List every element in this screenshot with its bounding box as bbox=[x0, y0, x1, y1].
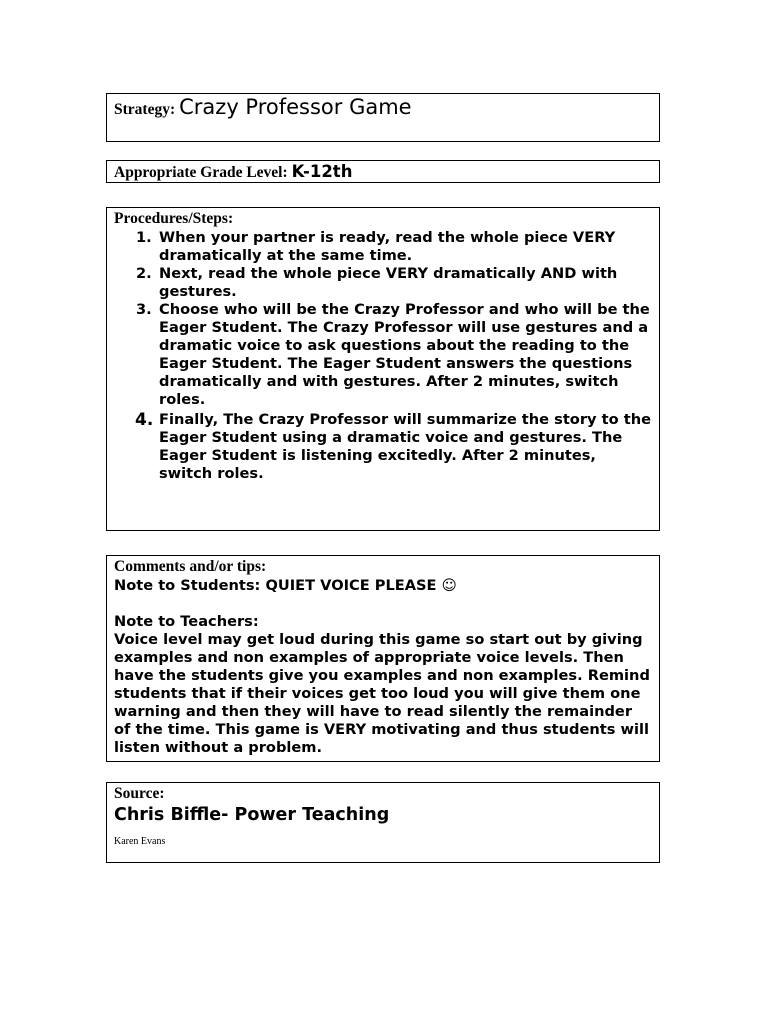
procedures-list bbox=[114, 229, 652, 483]
step-number: 4. bbox=[135, 410, 154, 430]
procedures-box bbox=[106, 207, 660, 531]
step-number: 2. bbox=[136, 265, 152, 282]
strategy-value: Crazy Professor Game bbox=[179, 95, 412, 119]
source-value: Chris Biffle- Power Teaching bbox=[114, 805, 390, 825]
author-name: Karen Evans bbox=[114, 836, 166, 847]
step-item bbox=[114, 265, 652, 301]
step-text: Next, read the whole piece VERY dramatically AND with gestures. bbox=[159, 265, 618, 300]
spacer bbox=[114, 595, 652, 613]
strategy-row bbox=[114, 95, 652, 119]
step-text: Finally, The Crazy Professor will summarize the story to the Eager Student using a dramatic voice and gestures. The Eager Student is listening excitedly. After 2 minutes, switch roles. bbox=[159, 411, 651, 482]
step-number: 1. bbox=[136, 229, 152, 246]
source-box bbox=[106, 782, 660, 863]
grade-level-box bbox=[106, 160, 660, 183]
step-item bbox=[114, 301, 652, 409]
source-label: Source: bbox=[114, 785, 165, 802]
procedures-label: Procedures/Steps: bbox=[114, 210, 234, 227]
step-number: 3. bbox=[136, 301, 152, 318]
teachers-text: Voice level may get loud during this game so start out by giving examples and non examples of appropriate voice levels. Then have the students give you examples and non examples. Remind students that if their voices get too loud you will give them one warning and then they will have to read silently the remainder of the time. This game is VERY motivating and thus students will listen without a problem. bbox=[114, 631, 650, 756]
step-text: Choose who will be the Crazy Professor and who will be the Eager Student. The Crazy Professor will use gestures and a dramatic voice to ask questions about the reading to the Eager Student. The Eager Student answers the questions dramatically and with gestures. After 2 minutes, switch roles. bbox=[159, 301, 650, 408]
comments-box bbox=[106, 555, 660, 762]
students-note: Note to Students: QUIET VOICE PLEASE ☺ bbox=[114, 577, 457, 594]
strategy-box bbox=[106, 93, 660, 142]
grade-row bbox=[114, 161, 652, 183]
grade-label: Appropriate Grade Level: bbox=[114, 164, 288, 181]
teachers-heading: Note to Teachers: bbox=[114, 613, 259, 630]
grade-value: K-12th bbox=[291, 162, 353, 181]
step-item bbox=[114, 229, 652, 265]
comments-label: Comments and/or tips: bbox=[114, 558, 267, 575]
strategy-label: Strategy: bbox=[114, 101, 176, 118]
step-text: When your partner is ready, read the whole piece VERY dramatically at the same time. bbox=[159, 229, 616, 264]
step-item bbox=[114, 411, 652, 483]
